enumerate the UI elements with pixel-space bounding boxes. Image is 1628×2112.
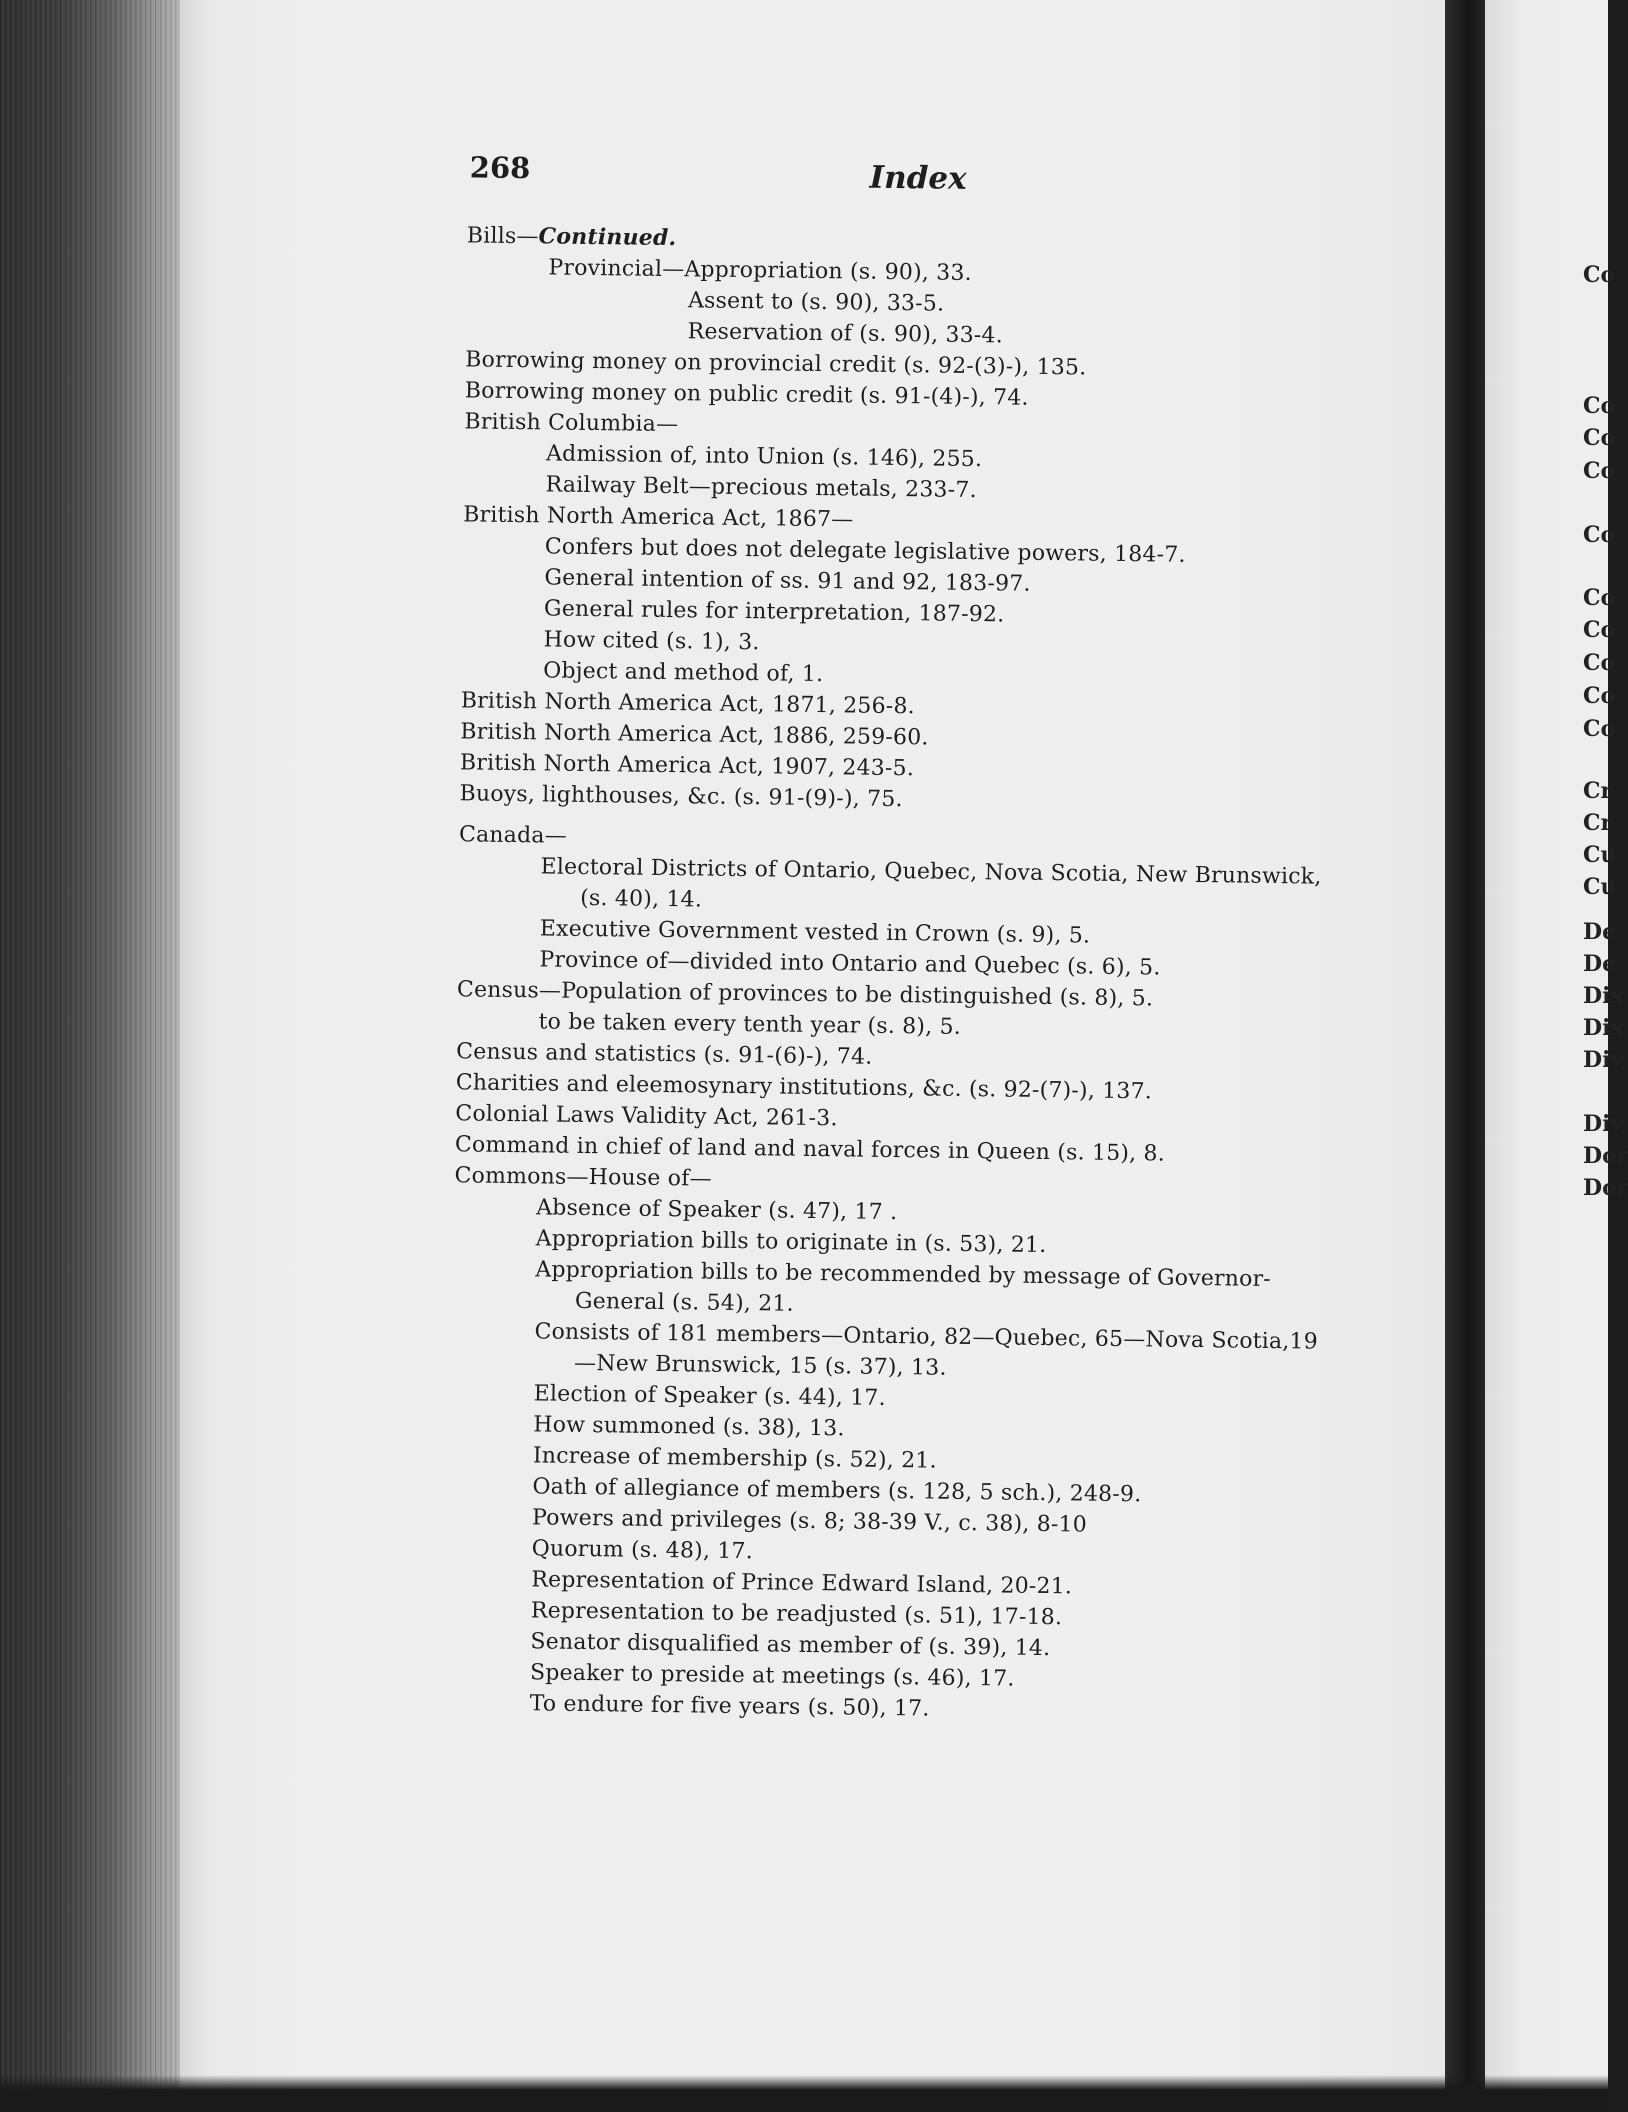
index-entry: British North America Act, 1886, 259-60. xyxy=(460,719,929,751)
index-entry: Borrowing money on public credit (s. 91-(4)-), 74. xyxy=(464,378,1029,411)
index-entry: British North America Act, 1867— xyxy=(463,502,854,533)
continued-label: Continued. xyxy=(538,223,677,252)
right-page-headword-fragment: Dis xyxy=(1583,983,1623,1009)
right-page-headword-fragment: Co xyxy=(1583,425,1616,451)
index-entry: Reservation of (s. 90), 33-4. xyxy=(687,319,1004,349)
index-entry: Commons—House of— xyxy=(454,1163,712,1192)
index-entry: Provincial—Appropriation (s. 90), 33. xyxy=(548,255,972,286)
index-entry: Representation to be readjusted (s. 51), 17-18. xyxy=(530,1598,1063,1631)
index-entry: British North America Act, 1907, 243-5. xyxy=(459,750,915,782)
index-entry: Buoys, lighthouses, &c. (s. 91-(9)-), 75. xyxy=(459,781,903,813)
page-header xyxy=(439,150,1360,232)
index-entry: Powers and privileges (s. 8; 38-39 V., c. 38), 8-10 xyxy=(531,1505,1088,1538)
index-entry: Railway Belt—precious metals, 233-7. xyxy=(545,472,977,504)
index-entry: How summoned (s. 38), 13. xyxy=(533,1412,845,1442)
right-page-headword-fragment: Co xyxy=(1583,585,1616,611)
index-entry: Assent to (s. 90), 33-5. xyxy=(687,288,945,317)
index-entry: Quorum (s. 48), 17. xyxy=(531,1536,754,1565)
right-page-headword-fragment: Co xyxy=(1583,522,1616,548)
right-page-headword-fragment: Dor xyxy=(1583,1175,1628,1201)
index-entry: Election of Speaker (s. 44), 17. xyxy=(533,1381,886,1411)
book-page-edges xyxy=(0,0,205,2112)
index-entry: Consists of 181 members—Ontario, 82—Quebec, 65—Nova Scotia,19—New Brunswick, 15 (s. 37), 13. xyxy=(534,1319,1319,1381)
right-page-sliver xyxy=(1485,0,1628,2112)
index-entry: Command in chief of land and naval forces in Queen (s. 15), 8. xyxy=(454,1132,1166,1167)
index-entry: Province of—divided into Ontario and Quebec (s. 6), 5. xyxy=(539,947,1161,981)
right-page-headword-fragment: Cr xyxy=(1583,810,1613,836)
book-gutter xyxy=(1445,0,1485,2112)
index-entry: Speaker to preside at meetings (s. 46), 17. xyxy=(529,1660,1015,1692)
index-entry: Absence of Speaker (s. 47), 17 . xyxy=(535,1195,898,1226)
index-entry: Canada— xyxy=(458,822,568,849)
scan-bottom-edge xyxy=(0,2075,1608,2112)
right-page-headword-fragment: Co xyxy=(1583,458,1616,484)
right-page-headword-fragment: Co xyxy=(1583,262,1616,288)
index-entry: Representation of Prince Edward Island, 20-21. xyxy=(531,1567,1073,1600)
index-entry: How cited (s. 1), 3. xyxy=(543,627,760,656)
right-page-headword-fragment: Div xyxy=(1583,1111,1624,1137)
index-entry: British North America Act, 1871, 256-8. xyxy=(460,688,915,720)
index-entry: British Columbia— xyxy=(464,409,679,438)
running-head: Index xyxy=(869,159,967,197)
right-page-headword-fragment: Dis xyxy=(1583,1015,1623,1041)
right-page-headword-fragment: Div xyxy=(1583,1047,1624,1073)
index-entry: Object and method of, 1. xyxy=(543,658,824,688)
index-entry: To endure for five years (s. 50), 17. xyxy=(529,1691,930,1722)
right-page-headword-fragment: Cr xyxy=(1583,778,1613,804)
index-entry: Appropriation bills to originate in (s. 53), 21. xyxy=(535,1226,1047,1259)
index-entry: Oath of allegiance of members (s. 128, 5 sch.), 248-9. xyxy=(532,1474,1142,1508)
index-entry: General rules for interpretation, 187-92. xyxy=(543,596,1005,628)
right-page-headword-fragment: Co xyxy=(1583,393,1616,419)
index-entry: Electoral Districts of Ontario, Quebec, Nova Scotia, New Brunswick, (s. 40), 14. xyxy=(540,854,1322,913)
index-entry: Confers but does not delegate legislative powers, 184-7. xyxy=(544,534,1186,568)
index-entry: Census—Population of provinces to be distinguished (s. 8), 5. xyxy=(456,977,1154,1012)
index-entry-head: Bills— xyxy=(466,223,539,250)
index-text-block xyxy=(419,150,1359,1730)
page-number: 268 xyxy=(469,150,531,186)
right-page-headword-fragment: De xyxy=(1583,919,1617,945)
index-entry: Charities and eleemosynary institutions, &c. (s. 92-(7)-), 137. xyxy=(455,1070,1153,1105)
right-page-headword-fragment: Co xyxy=(1583,716,1616,742)
index-entry: Senator disqualified as member of (s. 39), 14. xyxy=(530,1629,1051,1662)
right-page-headword-fragment: Dor xyxy=(1583,1143,1628,1169)
right-page-headword-fragment: Co xyxy=(1583,683,1616,709)
right-page-headword-fragment: De xyxy=(1583,951,1617,977)
index-entry: Census and statistics (s. 91-(6)-), 74. xyxy=(456,1039,873,1070)
index-entry: to be taken every tenth year (s. 8), 5. xyxy=(538,1009,962,1040)
index-entry: Colonial Laws Validity Act, 261-3. xyxy=(455,1101,838,1132)
index-entry: Increase of membership (s. 52), 21. xyxy=(532,1443,937,1474)
right-page-headword-fragment: Co xyxy=(1583,617,1616,643)
index-entries xyxy=(419,220,1359,1730)
index-entry: General intention of ss. 91 and 92, 183-97. xyxy=(544,565,1031,597)
index-entry: Borrowing money on provincial credit (s. 92-(3)-), 135. xyxy=(465,347,1087,381)
index-entry: Admission of, into Union (s. 146), 255. xyxy=(545,441,983,473)
right-page-headword-fragment: Cu xyxy=(1583,842,1617,868)
right-page-headword-fragment: Cu xyxy=(1583,874,1617,900)
right-page-headword-fragment: Co xyxy=(1583,650,1616,676)
index-entry: Appropriation bills to be recommended by message of Governor-General (s. 54), 21. xyxy=(535,1257,1272,1317)
index-entry: Executive Government vested in Crown (s. 9), 5. xyxy=(539,916,1091,949)
